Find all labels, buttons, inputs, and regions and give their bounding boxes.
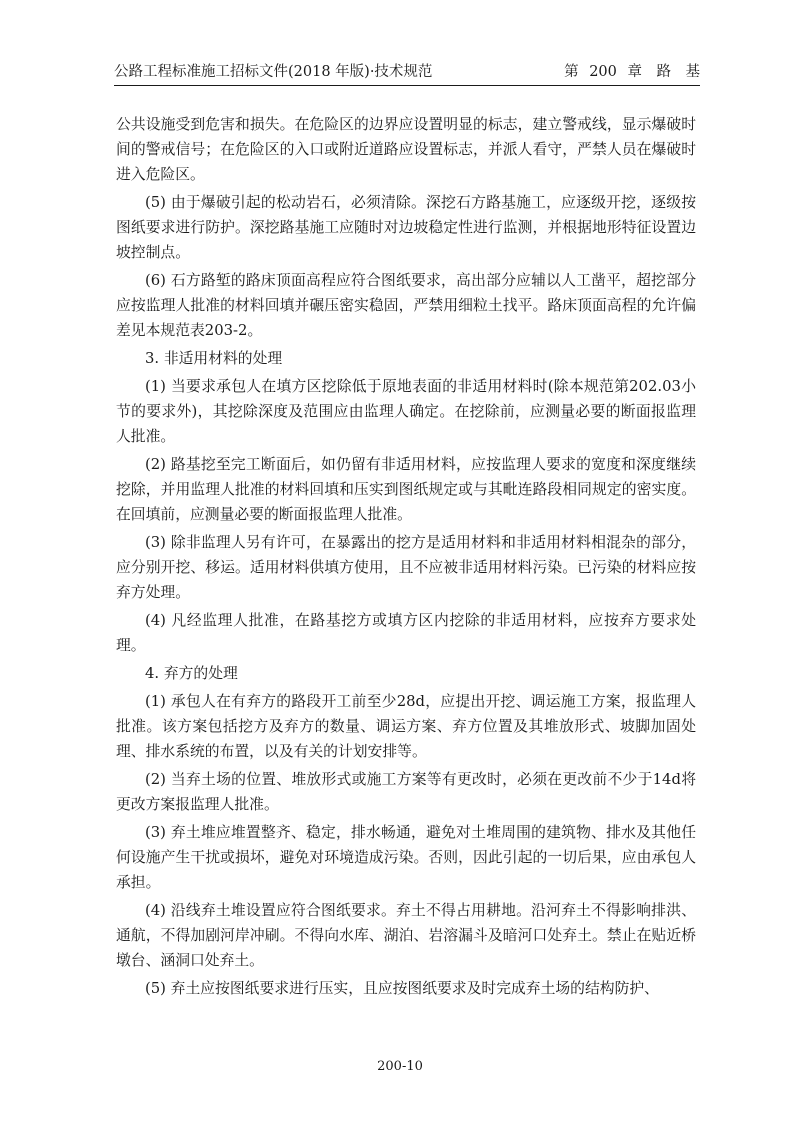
paragraph: (3) 弃土堆应堆置整齐、稳定，排水畅通，避免对土堆周围的建筑物、排水及其他任何设施产生干扰或损坏，避免对环境造成污染。否则，因此引起的一切后果，应由承包人承担。 — [116, 824, 696, 891]
header-chapter: 第 200 章 路 基 — [564, 64, 700, 80]
paragraph: (5) 弃土应按图纸要求进行压实，且应按图纸要求及时完成弃土场的结构防护、 — [145, 980, 659, 997]
page-number: 200-10 — [377, 1059, 423, 1074]
paragraph: (4) 凡经监理人批准，在路基挖方或填方区内挖除的非适用材料，应按弃方要求处理。 — [116, 612, 696, 654]
header-title: 公路工程标准施工招标文件(2018 年版)·技术规范 — [114, 64, 433, 80]
section-heading: 3. 非适用材料的处理 — [145, 350, 283, 367]
section-heading: 4. 弃方的处理 — [145, 665, 238, 682]
paragraph: (5) 由于爆破引起的松动岩石，必须清除。深挖石方路基施工，应逐级开挖，逐级按图纸要求进行防护。深挖路基施工应随时对边坡稳定性进行监测，并根据地形特征设置边坡控制点。 — [116, 194, 696, 261]
paragraph: (4) 沿线弃土堆设置应符合图纸要求。弃土不得占用耕地。沿河弃土不得影响排洪、通航，不得加剧河岸冲刷。不得向水库、湖泊、岩溶漏斗及暗河口处弃土。禁止在贴近桥墩台、涵洞口处弃土。 — [116, 902, 696, 969]
paragraph: (2) 当弃土场的位置、堆放形式或施工方案等有更改时，必须在更改前不少于14d将更改方案报监理人批准。 — [116, 771, 696, 813]
paragraph: (6) 石方路堑的路床顶面高程应符合图纸要求，高出部分应辅以人工凿平，超挖部分应按监理人批准的材料回填并碾压密实稳固，严禁用细粒土找平。路床顶面高程的允许偏差见本规范表203-2。 — [116, 272, 696, 339]
page-body — [116, 112, 696, 1004]
paragraph: (2) 路基挖至完工断面后，如仍留有非适用材料，应按监理人要求的宽度和深度继续挖除，并用监理人批准的材料回填和压实到图纸规定或与其毗连路段相同规定的密实度。在回填前，应测量必要的断面报监理人批准。 — [116, 456, 696, 523]
paragraph-continued: 公共设施受到危害和损失。在危险区的边界应设置明显的标志，建立警戒线，显示爆破时间的警戒信号；在危险区的入口或附近道路应设置标志，并派人看守，严禁人员在爆破时进入危险区。 — [116, 116, 696, 183]
header-rule — [114, 85, 700, 86]
running-header — [114, 60, 700, 84]
paragraph: (1) 当要求承包人在填方区挖除低于原地表面的非适用材料时(除本规范第202.03小节的要求外)，其挖除深度及范围应由监理人确定。在挖除前，应测量必要的断面报监理人批准。 — [116, 378, 696, 445]
paragraph: (1) 承包人在有弃方的路段开工前至少28d，应提出开挖、调运施工方案，报监理人批准。该方案包括挖方及弃方的数量、调运方案、弃方位置及其堆放形式、坡脚加固处理、排水系统的布置，以及有关的计划安排等。 — [116, 693, 696, 760]
paragraph: (3) 除非监理人另有许可，在暴露出的挖方是适用材料和非适用材料相混杂的部分，应分别开挖、移运。适用材料供填方使用，且不应被非适用材料污染。已污染的材料应按弃方处理。 — [116, 534, 696, 601]
